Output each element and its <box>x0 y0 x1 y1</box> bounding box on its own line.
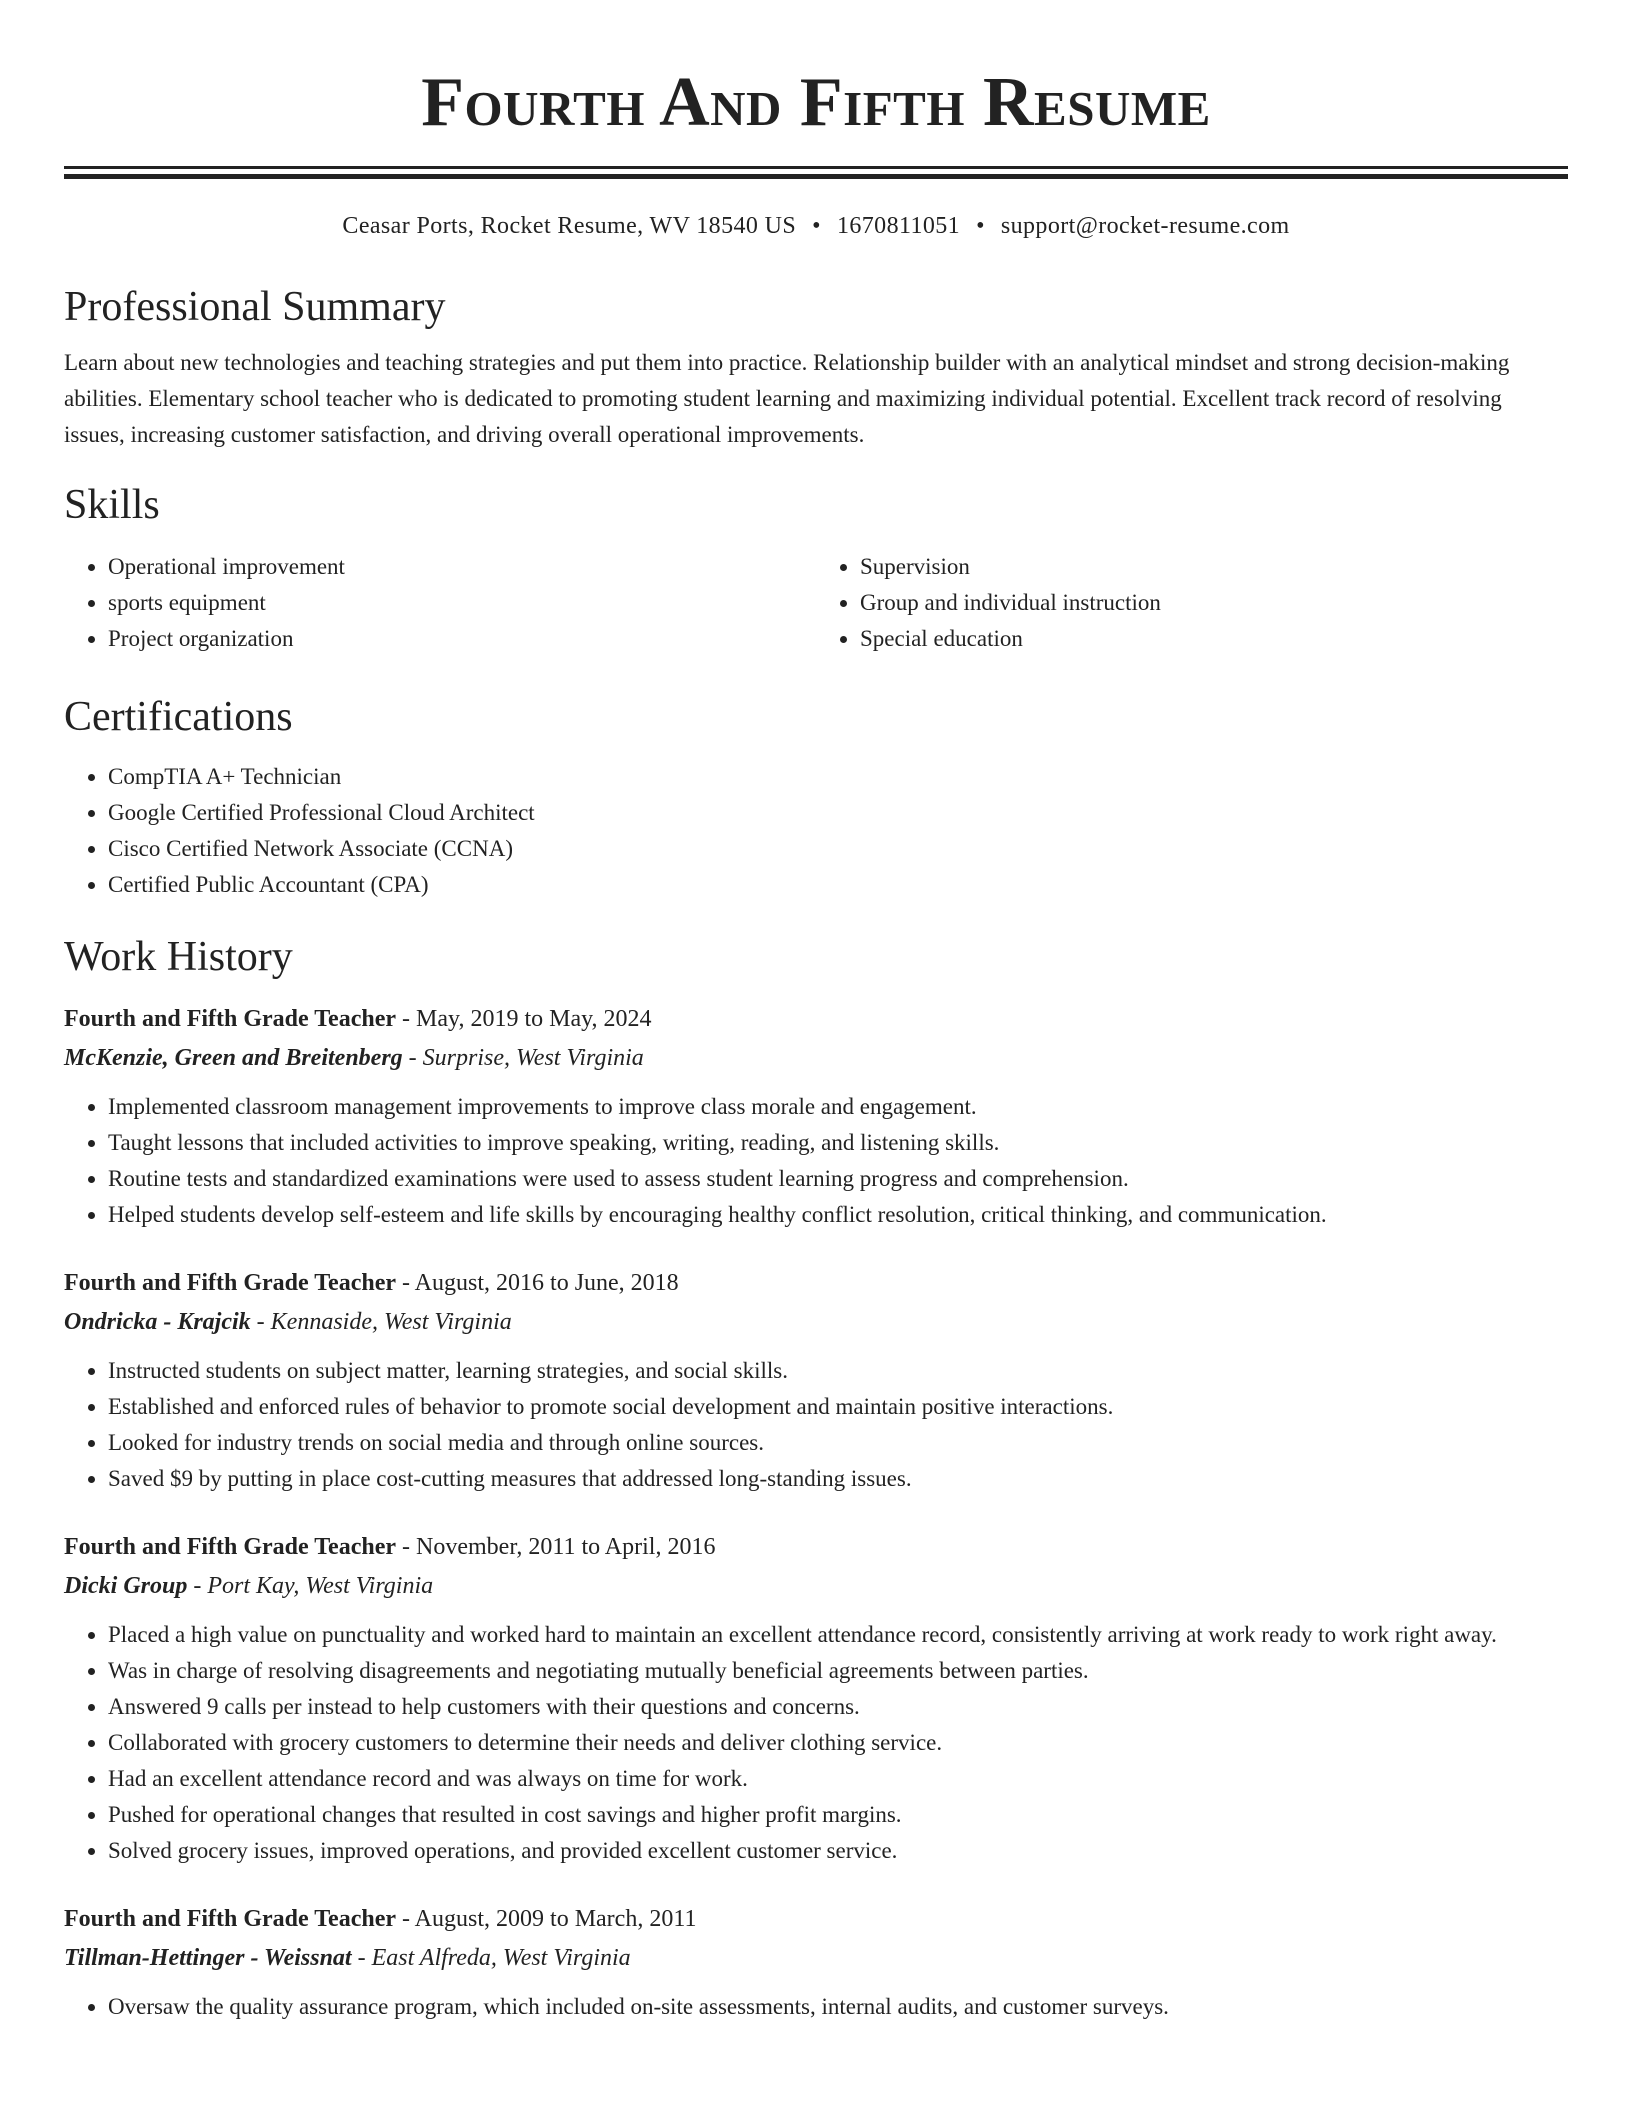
contact-address: Ceasar Ports, Rocket Resume, WV 18540 US <box>342 213 797 239</box>
summary-heading: Professional Summary <box>64 284 446 330</box>
job-bullet: • Instructed students on subject matter, learning strategies, and social skills. <box>108 1353 1568 1389</box>
title-rule-bottom <box>64 174 1568 179</box>
resume-page <box>64 0 1568 2025</box>
job-company: Dicki Group <box>64 1573 188 1599</box>
job-bullets <box>64 1353 1568 1497</box>
job-entry <box>64 1899 1568 2025</box>
job-title: Fourth and Fifth Grade Teacher <box>64 1534 397 1560</box>
job-bullet: • Saved $9 by putting in place cost-cutting measures that addressed long-standing issues. <box>108 1461 1568 1497</box>
job-location: - Surprise, West Virginia <box>402 1045 644 1071</box>
job-bullet: • Helped students develop self-esteem and life skills by encouraging healthy conflict resolution, critical thinking, and communication. <box>108 1197 1568 1233</box>
job-location: - Kennaside, West Virginia <box>250 1309 512 1335</box>
skill-item: • Operational improvement <box>108 549 816 585</box>
job-title-line <box>64 1899 1568 1939</box>
skill-item: • Project organization <box>108 621 816 657</box>
job-bullet: • Oversaw the quality assurance program, which included on-site assessments, internal audits, and customer surveys. <box>108 1989 1568 2025</box>
job-dates: - August, 2009 to March, 2011 <box>396 1906 697 1932</box>
contact-separator: • <box>812 213 821 239</box>
job-dates: - May, 2019 to May, 2024 <box>396 1006 652 1032</box>
skill-item: • sports equipment <box>108 585 816 621</box>
job-bullet: • Answered 9 calls per instead to help customers with their questions and concerns. <box>108 1689 1568 1725</box>
job-bullet: • Pushed for operational changes that resulted in cost savings and higher profit margins. <box>108 1797 1568 1833</box>
skills-columns <box>64 549 1568 657</box>
skill-item: • Special education <box>860 621 1568 657</box>
job-bullets <box>64 1089 1568 1233</box>
job-title-line <box>64 999 1568 1039</box>
contact-line <box>64 211 1568 241</box>
certifications-heading: Certifications <box>64 694 293 740</box>
summary-text: Learn about new technologies and teaching strategies and put them into practice. Relationship builder with an analytical mindset and strong decision-making abilities. Elementary school teacher who is dedicated to promoting student learning and maximizing individual potential. Excellent track record of resolving issues, increasing customer satisfaction, and driving overall operational improvements. <box>64 350 1510 447</box>
job-bullet: • Routine tests and standardized examinations were used to assess student learning progress and comprehension. <box>108 1161 1568 1197</box>
contact-email: support@rocket-resume.com <box>1000 213 1290 239</box>
job-company-line <box>64 1303 1568 1341</box>
skills-list-right <box>816 549 1568 657</box>
job-bullet: • Taught lessons that included activities to improve speaking, writing, reading, and listening skills. <box>108 1125 1568 1161</box>
work-history-heading: Work History <box>64 934 293 980</box>
skills-list-left <box>64 549 816 657</box>
job-entry <box>64 999 1568 1233</box>
skills-heading: Skills <box>64 482 160 528</box>
job-company: Tillman-Hettinger - Weissnat <box>64 1945 352 1971</box>
job-location: - Port Kay, West Virginia <box>187 1573 434 1599</box>
title-rule-top <box>64 166 1568 169</box>
certification-item: • Google Certified Professional Cloud Architect <box>108 795 1568 831</box>
resume-title: Fourth And Fifth Resume <box>421 64 1211 141</box>
job-title: Fourth and Fifth Grade Teacher <box>64 1006 397 1032</box>
job-title-line <box>64 1263 1568 1303</box>
job-bullet: • Solved grocery issues, improved operations, and provided excellent customer service. <box>108 1833 1568 1869</box>
certifications-list <box>64 759 1568 903</box>
job-bullet: • Looked for industry trends on social media and through online sources. <box>108 1425 1568 1461</box>
job-title: Fourth and Fifth Grade Teacher <box>64 1270 397 1296</box>
job-bullet: • Placed a high value on punctuality and worked hard to maintain an excellent attendance record, consistently arriving at work ready to work right away. <box>108 1617 1568 1653</box>
job-company: McKenzie, Green and Breitenberg <box>64 1045 403 1071</box>
certification-item: • Certified Public Accountant (CPA) <box>108 867 1568 903</box>
job-title-line <box>64 1527 1568 1567</box>
contact-phone: 1670811051 <box>836 213 961 239</box>
job-bullets <box>64 1989 1568 2025</box>
contact-separator: • <box>976 213 985 239</box>
job-bullet: • Had an excellent attendance record and was always on time for work. <box>108 1761 1568 1797</box>
job-bullets <box>64 1617 1568 1869</box>
job-dates: - August, 2016 to June, 2018 <box>396 1270 679 1296</box>
job-entry <box>64 1527 1568 1869</box>
job-bullet: • Collaborated with grocery customers to determine their needs and deliver clothing service. <box>108 1725 1568 1761</box>
job-bullet: • Was in charge of resolving disagreements and negotiating mutually beneficial agreements between parties. <box>108 1653 1568 1689</box>
job-company-line <box>64 1939 1568 1977</box>
job-bullet: • Established and enforced rules of behavior to promote social development and maintain positive interactions. <box>108 1389 1568 1425</box>
job-dates: - November, 2011 to April, 2016 <box>396 1534 716 1560</box>
job-company: Ondricka - Krajcik <box>64 1309 251 1335</box>
job-company-line <box>64 1039 1568 1077</box>
job-bullet: • Implemented classroom management improvements to improve class morale and engagement. <box>108 1089 1568 1125</box>
job-title: Fourth and Fifth Grade Teacher <box>64 1906 397 1932</box>
certification-item: • CompTIA A+ Technician <box>108 759 1568 795</box>
job-company-line <box>64 1567 1568 1605</box>
job-entry <box>64 1263 1568 1497</box>
skill-item: • Group and individual instruction <box>860 585 1568 621</box>
skill-item: • Supervision <box>860 549 1568 585</box>
certification-item: • Cisco Certified Network Associate (CCNA) <box>108 831 1568 867</box>
job-location: - East Alfreda, West Virginia <box>351 1945 631 1971</box>
